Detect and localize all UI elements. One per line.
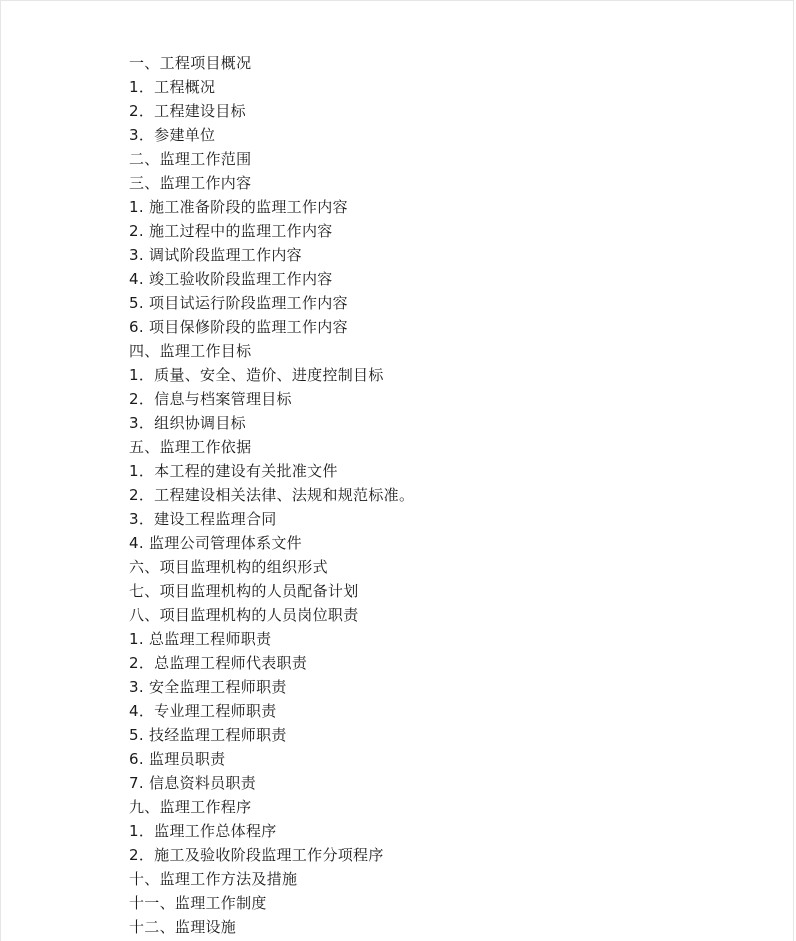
toc-heading-9: 九、监理工作程序 (129, 798, 252, 816)
toc-heading-4: 四、监理工作目标 (129, 342, 252, 360)
toc-item: 3．组织协调目标 (129, 414, 246, 432)
toc-item: 3. 调试阶段监理工作内容 (129, 246, 302, 264)
toc-item: 5. 技经监理工程师职责 (129, 726, 287, 744)
table-of-contents (129, 51, 414, 939)
toc-heading-6: 六、项目监理机构的组织形式 (129, 558, 328, 576)
toc-heading-7: 七、项目监理机构的人员配备计划 (129, 582, 359, 600)
toc-item: 4. 监理公司管理体系文件 (129, 534, 302, 552)
toc-heading-11: 十一、监理工作制度 (129, 894, 267, 912)
toc-item: 1．监理工作总体程序 (129, 822, 277, 840)
toc-item: 7. 信息资料员职责 (129, 774, 257, 792)
toc-item: 2．施工及验收阶段监理工作分项程序 (129, 846, 384, 864)
toc-item: 2．工程建设相关法律、法规和规范标准。 (129, 486, 415, 504)
toc-heading-8: 八、项目监理机构的人员岗位职责 (129, 606, 359, 624)
toc-heading-1: 一、工程项目概况 (129, 54, 252, 72)
toc-item: 3. 安全监理工程师职责 (129, 678, 287, 696)
toc-item: 3．参建单位 (129, 126, 216, 144)
toc-heading-3: 三、监理工作内容 (129, 174, 252, 192)
toc-item: 4. 竣工验收阶段监理工作内容 (129, 270, 333, 288)
toc-item: 2．工程建设目标 (129, 102, 246, 120)
toc-item: 1. 施工准备阶段的监理工作内容 (129, 198, 348, 216)
toc-item: 5. 项目试运行阶段监理工作内容 (129, 294, 348, 312)
toc-item: 6. 项目保修阶段的监理工作内容 (129, 318, 348, 336)
toc-heading-2: 二、监理工作范围 (129, 150, 252, 168)
toc-item: 1．本工程的建设有关批准文件 (129, 462, 338, 480)
toc-item: 2. 施工过程中的监理工作内容 (129, 222, 333, 240)
toc-heading-12: 十二、监理设施 (129, 918, 237, 936)
toc-item: 3．建设工程监理合同 (129, 510, 277, 528)
toc-heading-10: 十、监理工作方法及措施 (129, 870, 298, 888)
toc-item: 1. 总监理工程师职责 (129, 630, 272, 648)
toc-item: 2．总监理工程师代表职责 (129, 654, 308, 672)
toc-heading-5: 五、监理工作依据 (129, 438, 252, 456)
toc-item: 2．信息与档案管理目标 (129, 390, 292, 408)
toc-item: 1．质量、安全、造价、进度控制目标 (129, 366, 384, 384)
toc-item: 1．工程概况 (129, 78, 216, 96)
toc-item: 6. 监理员职责 (129, 750, 226, 768)
toc-item: 4．专业理工程师职责 (129, 702, 277, 720)
